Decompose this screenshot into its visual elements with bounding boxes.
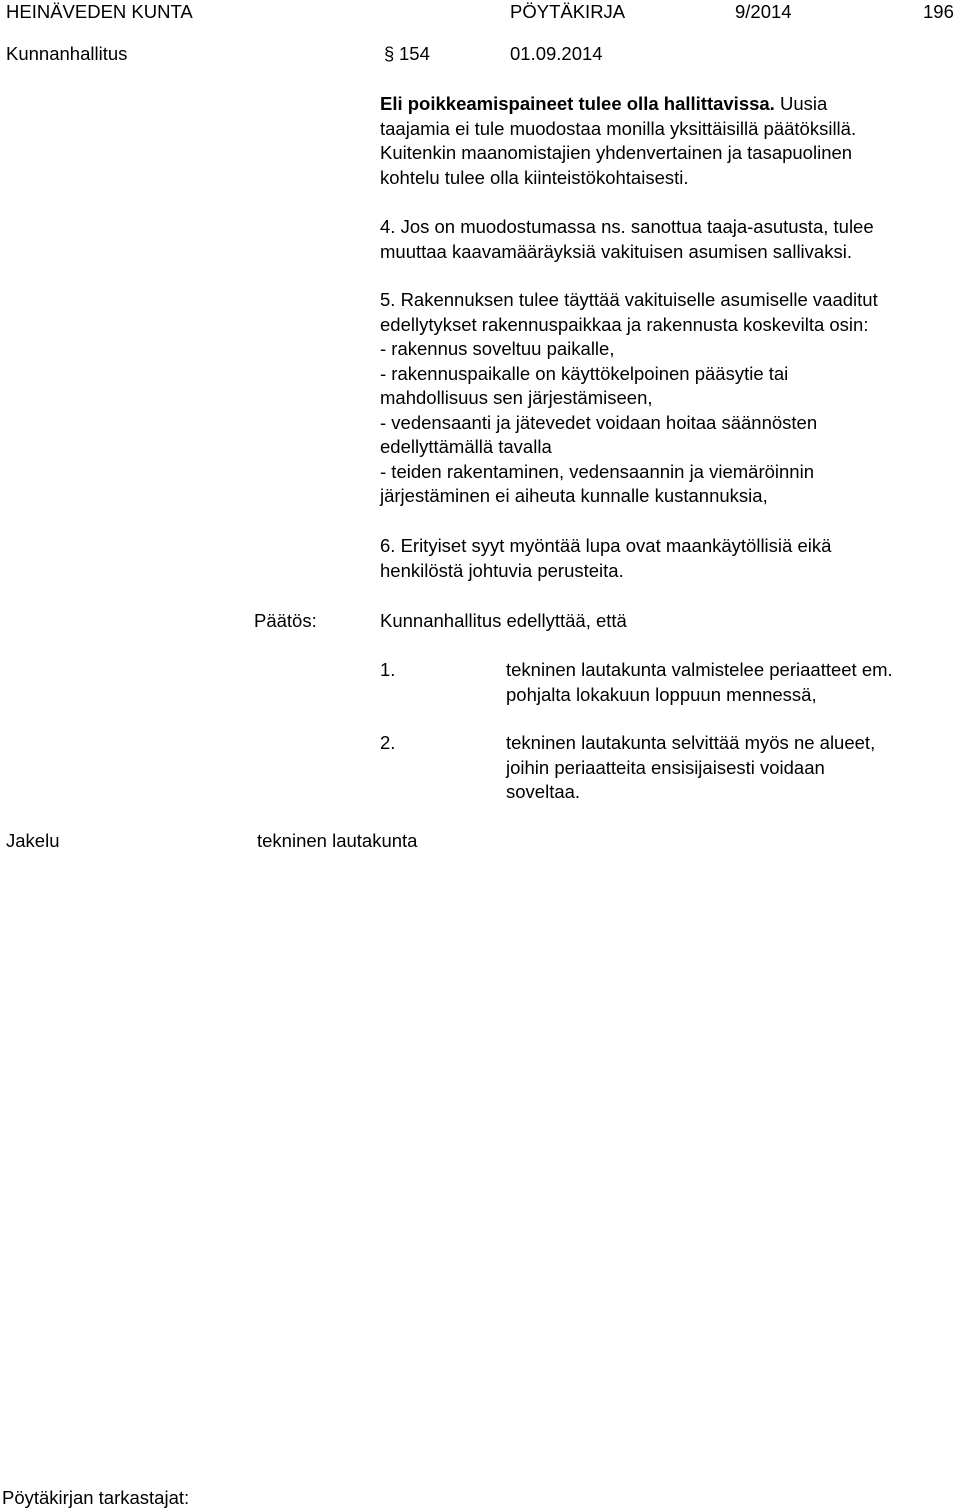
paragraph-line: 6. Erityiset syyt myöntää lupa ovat maankäytöllisiä eikä — [380, 535, 832, 556]
paragraph-item-5 — [380, 288, 955, 509]
issue-number: 9/2014 — [735, 1, 792, 22]
decision-intro: Kunnanhallitus edellyttää, että — [380, 610, 627, 631]
decision-item-number: 1. — [380, 659, 396, 680]
paragraph-line: - teiden rakentaminen, vedensaannin ja viemäröinnin — [380, 460, 814, 482]
paragraph-line: Uusia — [774, 93, 828, 114]
municipality-name: HEINÄVEDEN KUNTA — [6, 1, 193, 22]
paragraph-line: Kuitenkin maanomistajien yhdenvertainen ja tasapuolinen — [380, 142, 853, 163]
page-number: 196 — [923, 1, 954, 22]
decision-label: Päätös: — [254, 610, 317, 631]
paragraph-item-4 — [380, 215, 955, 264]
meeting-body: Kunnanhallitus — [6, 43, 128, 64]
decision-item-1 — [506, 658, 956, 707]
distribution-label: Jakelu — [6, 830, 60, 851]
paragraph-line: edellytykset rakennuspaikkaa ja rakennusta koskevilta osin: — [380, 313, 869, 335]
document-type: PÖYTÄKIRJA — [510, 1, 626, 22]
paragraph-bold-lead: Eli poikkeamispaineet tulee olla hallittavissa. — [380, 93, 775, 114]
decision-item-line: tekninen lautakunta valmistelee periaatteet em. — [506, 659, 893, 680]
paragraph-line: - rakennus soveltuu paikalle, — [380, 338, 615, 359]
decision-item-line: joihin periaatteita ensisijaisesti voidaan — [506, 756, 825, 778]
decision-item-2 — [506, 731, 956, 805]
paragraph-line: järjestäminen ei aiheuta kunnalle kustannuksia, — [380, 485, 768, 506]
paragraph-line: edellyttämällä tavalla — [380, 436, 552, 457]
distribution-recipient: tekninen lautakunta — [257, 830, 418, 851]
decision-item-line: tekninen lautakunta selvittää myös ne alueet, — [506, 732, 876, 753]
paragraph-item-6 — [380, 534, 955, 583]
paragraph-line: muuttaa kaavamääräyksiä vakituisen asumisen sallivaksi. — [380, 240, 852, 262]
paragraph-control — [380, 92, 955, 190]
section-number: 154 — [399, 43, 430, 64]
decision-item-line: soveltaa. — [506, 781, 581, 802]
meeting-date: 01.09.2014 — [510, 43, 603, 64]
reviewers-label: Pöytäkirjan tarkastajat: — [2, 1487, 190, 1508]
paragraph-line: kohtelu tulee olla kiinteistökohtaisesti. — [380, 166, 689, 188]
paragraph-line: mahdollisuus sen järjestämiseen, — [380, 387, 653, 408]
paragraph-line: henkilöstä johtuvia perusteita. — [380, 559, 624, 581]
section-mark: § — [384, 43, 395, 64]
paragraph-line: - rakennuspaikalle on käyttökelpoinen pääsytie tai — [380, 362, 789, 384]
decision-item-number: 2. — [380, 732, 396, 753]
paragraph-line: 4. Jos on muodostumassa ns. sanottua taaja-asutusta, tulee — [380, 216, 874, 237]
paragraph-line: 5. Rakennuksen tulee täyttää vakituiselle asumiselle vaaditut — [380, 289, 878, 310]
decision-item-line: pohjalta lokakuun loppuun mennessä, — [506, 683, 817, 705]
paragraph-line: taajamia ei tule muodostaa monilla yksittäisillä päätöksillä. — [380, 117, 857, 139]
paragraph-line: - vedensaanti ja jätevedet voidaan hoitaa säännösten — [380, 411, 818, 433]
